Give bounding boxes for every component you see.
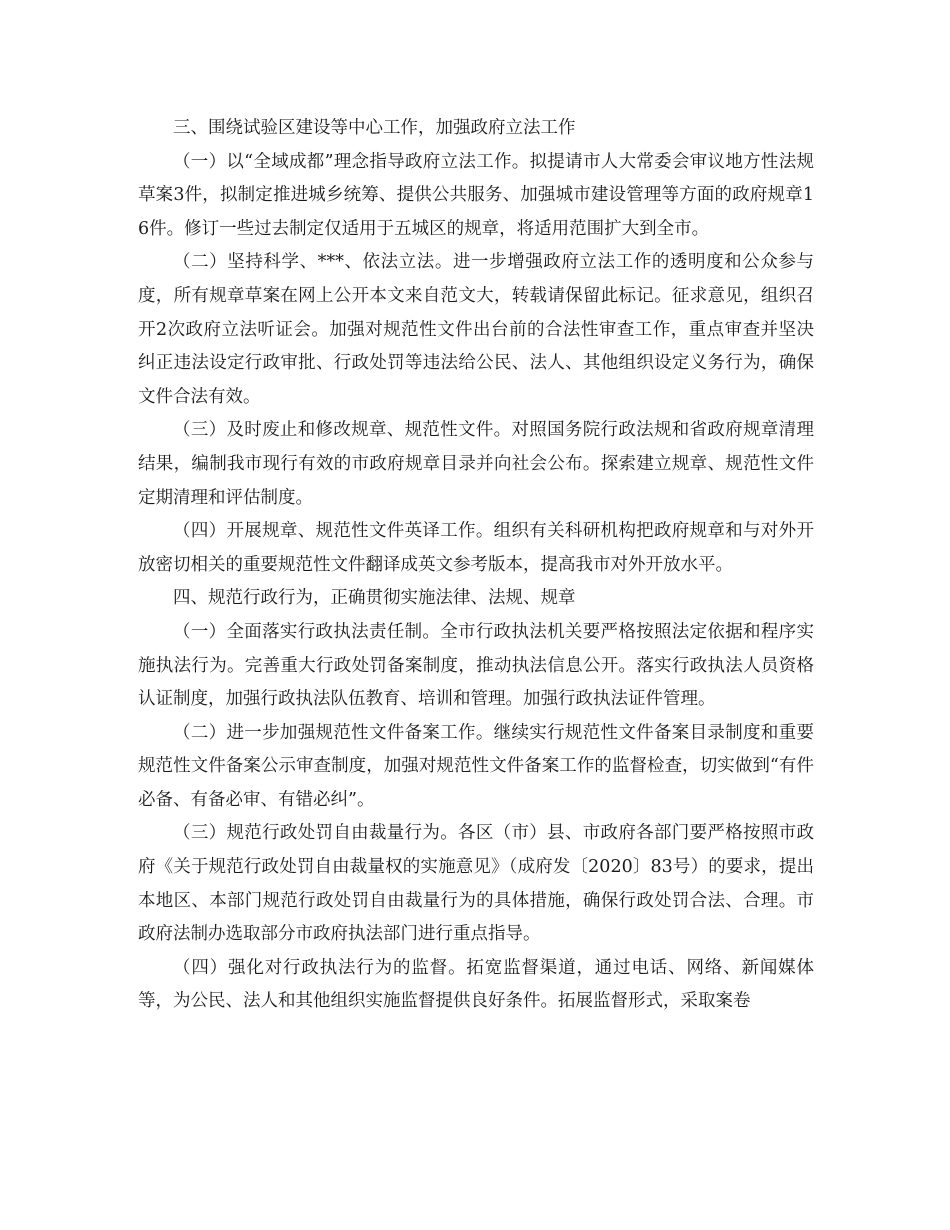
paragraph: （三）规范行政处罚自由裁量行为。各区（市）县、市政府各部门要严格按照市政府《关于规范行政处罚自由裁量权的实施意见》（成府发〔2020〕83号）的要求，提出本地区、本部门规范行政处罚自由裁量行为的具体措施，确保行政处罚合法、合理。市政府法制办选取部分市政府执法部门进行重点指导。 [138,823,814,945]
paragraph: （一）全面落实行政执法责任制。全市行政执法机关要严格按照法定依据和程序实施执法行为。完善重大行政处罚备案制度，推动执法信息公开。落实行政执法人员资格认证制度，加强行政执法队伍教育、培训和管理。加强行政执法证件管理。 [138,621,814,710]
section-heading-4: 四、规范行政行为，正确贯彻实施法律、法规、规章 [173,588,576,609]
paragraph: （二）进一步加强规范性文件备案工作。继续实行规范性文件备案目录制度和重要规范性文件备案公示审查制度，加强对规范性文件备案工作的监督检查，切实做到“有件必备、有备必审、有错必纠”。 [138,722,814,810]
paragraph: （一）以“全域成都”理念指导政府立法工作。拟提请市人大常委会审议地方性法规草案3件，拟制定推进城乡统筹、提供公共服务、加强城市建设管理等方面的政府规章16件。修订一些过去制定仅适用于五城区的规章，将适用范围扩大到全市。 [138,151,814,239]
paragraph: （四）强化对行政执法行为的监督。拓宽监督渠道，通过电话、网络、新闻媒体等，为公民、法人和其他组织实施监督提供良好条件。拓展监督形式，采取案卷 [138,957,814,1012]
section-heading-3: 三、围绕试验区建设等中心工作，加强政府立法工作 [173,118,576,138]
paragraph: （三）及时废止和修改规章、规范性文件。对照国务院行政法规和省政府规章清理结果，编制我市现行有效的市政府规章目录并向社会公布。探索建立规章、规范性文件定期清理和评估制度。 [138,420,814,508]
document-body [138,112,814,1019]
paragraph: （二）坚持科学、***、依法立法。进一步增强政府立法工作的透明度和公众参与度，所有规章草案在网上公开本文来自范文大，转载请保留此标记。征求意见，组织召开2次政府立法听证会。加强对规范性文件出台前的合法性审查工作，重点审查并坚决纠正违法设定行政审批、行政处罚等违法给公民、法人、其他组织设定义务行为，确保文件合法有效。 [138,252,814,407]
paragraph: （四）开展规章、规范性文件英译工作。组织有关科研机构把政府规章和与对外开放密切相关的重要规范性文件翻译成英文参考版本，提高我市对外开放水平。 [138,521,814,575]
